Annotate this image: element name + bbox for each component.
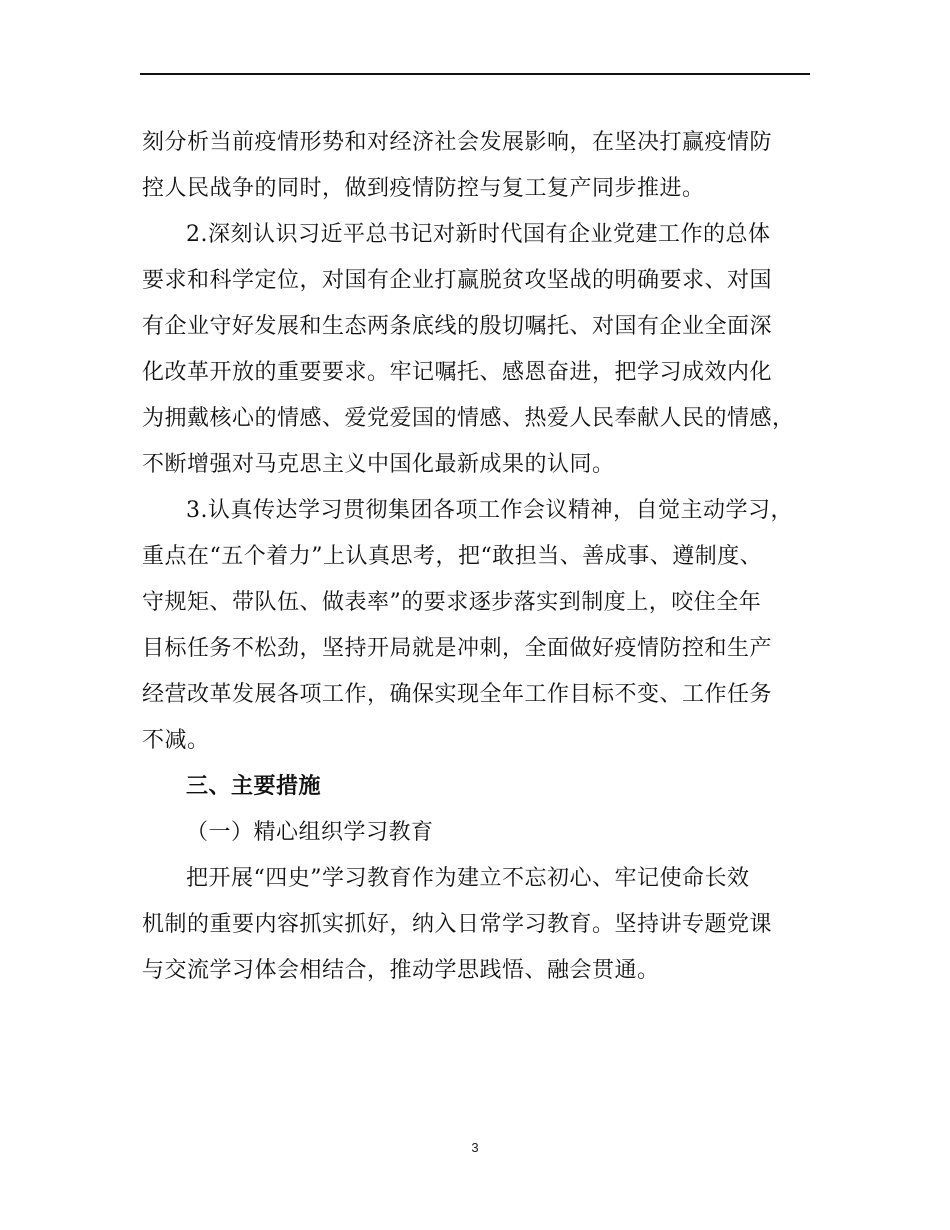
paragraph-line: 把开展“四史”学习教育作为建立不忘初心、牢记使命长效 bbox=[186, 866, 750, 891]
document-body bbox=[142, 124, 810, 990]
body-line: 不减。 bbox=[142, 728, 210, 753]
body-line: 化改革开放的重要要求。牢记嘱托、感恩奋进，把学习成效内化 bbox=[142, 360, 773, 385]
body-line: 重点在“五个着力”上认真思考，把“敢担当、善成事、遵制度、 bbox=[142, 544, 763, 569]
body-line: 守规矩、带队伍、做表率”的要求逐步落实到制度上，咬住全年 bbox=[142, 590, 762, 615]
section-heading: 三、主要措施 bbox=[186, 774, 322, 799]
body-line: 为拥戴核心的情感、爱党爱国的情感、热爱人民奉献人民的情感， bbox=[142, 406, 795, 431]
page-number: 3 bbox=[471, 1140, 479, 1155]
body-line: 控人民战争的同时，做到疫情防控与复工复产同步推进。 bbox=[142, 176, 705, 201]
subsection-heading: （一）精心组织学习教育 bbox=[186, 820, 434, 845]
body-line: 不断增强对马克思主义中国化最新成果的认同。 bbox=[142, 452, 615, 477]
body-line: 刻分析当前疫情形势和对经济社会发展影响，在坚决打赢疫情防 bbox=[142, 130, 773, 155]
body-line: 目标任务不松劲，坚持开局就是冲刺，全面做好疫情防控和生产 bbox=[142, 636, 773, 661]
item-3-line: 3.认真传达学习贯彻集团各项工作会议精神，自觉主动学习， bbox=[186, 498, 793, 523]
body-line: 有企业守好发展和生态两条底线的殷切嘱托、对国有企业全面深 bbox=[142, 314, 773, 339]
body-line: 经营改革发展各项工作，确保实现全年工作目标不变、工作任务 bbox=[142, 682, 773, 707]
item-2-line: 2.深刻认识习近平总书记对新时代国有企业党建工作的总体 bbox=[186, 222, 771, 247]
body-line: 要求和科学定位，对国有企业打赢脱贫攻坚战的明确要求、对国 bbox=[142, 268, 773, 293]
body-line: 机制的重要内容抓实抓好，纳入日常学习教育。坚持讲专题党课 bbox=[142, 912, 773, 937]
body-line: 与交流学习体会相结合，推动学思践悟、融会贯通。 bbox=[142, 958, 660, 983]
header-rule bbox=[140, 73, 810, 75]
